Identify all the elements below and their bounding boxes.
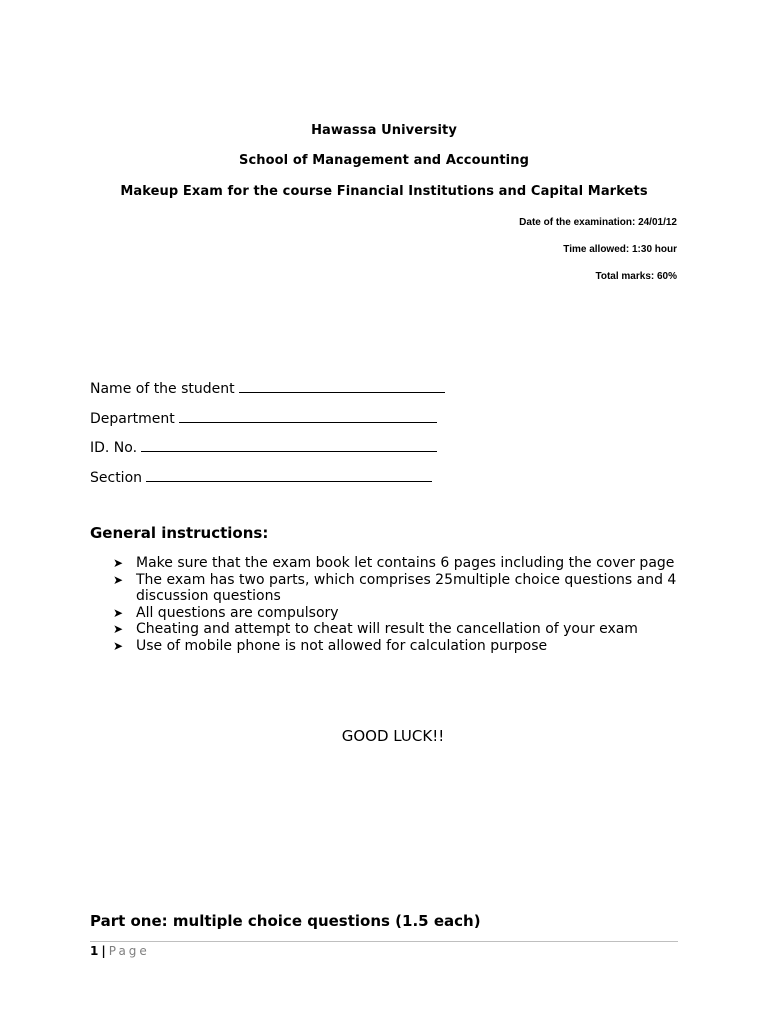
section-blank [146,469,432,482]
section-field [90,469,432,486]
student-name-label: Name of the student [90,381,235,397]
id-label: ID. No. [90,440,138,456]
instructions-list [113,555,683,654]
footer-separator: | [101,944,106,958]
instruction-item: ➤ All questions are compulsory [113,604,339,621]
general-instructions-heading: General instructions: [90,524,269,542]
total-marks: Total marks: 60% [595,271,677,282]
id-blank [141,439,437,452]
department-blank [179,410,437,423]
arrow-bullet-icon: ➤ [113,605,124,620]
page-number: 1 [90,944,99,958]
exam-title: Makeup Exam for the course Financial Institutions and Capital Markets [120,184,648,199]
school-name: School of Management and Accounting [238,153,529,168]
department-label: Department [90,411,175,427]
page-word: Page [108,944,150,958]
id-field [90,439,437,456]
instruction-item: ➤ Use of mobile phone is not allowed for calculation purpose [113,637,548,654]
arrow-bullet-icon: ➤ [113,638,124,653]
instruction-item: ➤ Cheating and attempt to cheat will result the cancellation of your exam [113,621,638,637]
time-allowed: Time allowed: 1:30 hour [563,244,677,255]
instruction-item: ➤ The exam has two parts, which comprises 25multiple choice questions and 4 discussion questions [113,571,677,604]
arrow-bullet-icon: ➤ [113,556,124,570]
department-field [90,410,437,427]
page-footer [90,944,150,958]
arrow-bullet-icon: ➤ [113,572,124,587]
footer-divider [90,941,678,942]
student-name-blank [239,380,445,393]
instruction-item: ➤ Make sure that the exam book let contains 6 pages including the cover page [113,555,675,571]
good-luck-message: GOOD LUCK!! [341,727,445,745]
exam-date: Date of the examination: 24/01/12 [519,217,677,228]
section-label: Section [90,470,143,486]
student-name-field [90,380,445,397]
part-one-heading: Part one: multiple choice questions (1.5 each) [90,912,481,930]
arrow-bullet-icon: ➤ [113,622,124,636]
university-name: Hawassa University [311,123,457,138]
